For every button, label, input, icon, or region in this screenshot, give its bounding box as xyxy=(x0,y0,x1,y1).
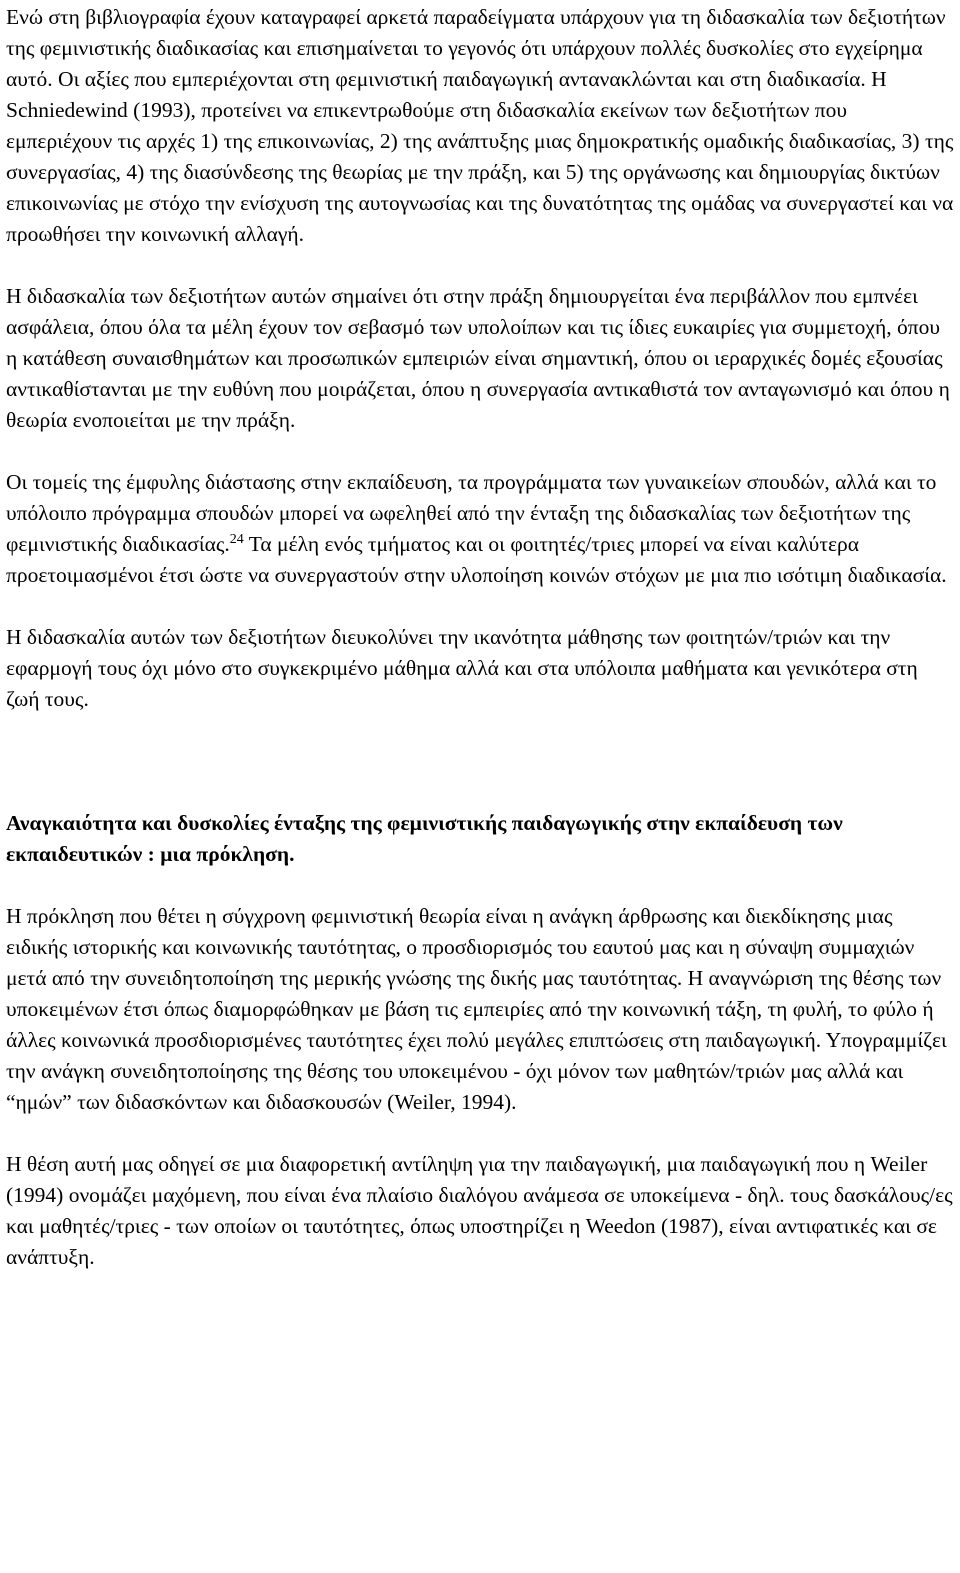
paragraph-3-text-after: Τα μέλη ενός τμήματος και οι φοιτητές/τριες μπορεί να είναι καλύτερα προετοιμασμένοι έτσι ώστε να συνεργαστούν στην υλοποίηση κοινών στόχων με μια πιο ισότιμη διαδικασία. xyxy=(6,532,947,587)
paragraph-4: Η διδασκαλία αυτών των δεξιοτήτων διευκολύνει την ικανότητα μάθησης των φοιτητών/τριών και την εφαρμογή τους όχι μόνο στο συγκεκριμένο μάθημα αλλά και στα υπόλοιπα μαθήματα και γενικότερα στη ζωή τους. xyxy=(6,625,918,711)
section-spacer xyxy=(6,746,956,808)
paragraph-3-text-before: Οι τομείς της έμφυλης διάστασης στην εκπαίδευση, τα προγράμματα των γυναικείων σπουδών, αλλά και το υπόλοιπο πρόγραμμα σπουδών μπορεί να ωφεληθεί από την ένταξη της διδασκαλίας των δεξιοτήτων της φεμινιστικής διαδικασίας. xyxy=(6,470,937,556)
paragraph-2: Η διδασκαλία των δεξιοτήτων αυτών σημαίνει ότι στην πράξη δημιουργείται ένα περιβάλλον που εμπνέει ασφάλεια, όπου όλα τα μέλη έχουν τον σεβασμό των υπολοίπων και τις ίδιες ευκαιρίες για συμμετοχή, όπου η κατάθεση συναισθημάτων και προσωπικών εμπειριών είναι σημαντική, όπου οι ιεραρχικές δομές εξουσίας αντικαθίστανται με την ευθύνη που μοιράζεται, όπου η συνεργασία αντικαθιστά τον ανταγωνισμό και όπου η θεωρία ενοποιείται με την πράξη. xyxy=(6,284,950,432)
paragraph-5: Η πρόκληση που θέτει η σύγχρονη φεμινιστική θεωρία είναι η ανάγκη άρθρωσης και διεκδίκησης μιας ειδικής ιστορικής και κοινωνικής ταυτότητας, ο προσδιορισμός του εαυτού μας και η σύναψη συμμαχιών μετά από την συνειδητοποίηση της μερικής γνώσης της δικής μας ταυτότητας. Η αναγνώριση της θέσης των υποκειμένων έτσι όπως διαμορφώθηκαν με βάση τις εμπειρίες από την κοινωνική τάξη, τη φυλή, το φύλο ή άλλες κοινωνικά προσδιορισμένες ταυτότητες έχει πολύ μεγάλες επιπτώσεις στη παιδαγωγική. Υπογραμμίζει την ανάγκη συνειδητοποίησης της θέσης του υποκειμένου - όχι μόνον των μαθητών/τριών μας αλλά και “ημών” των διδασκόντων και διδασκουσών (Weiler, 1994). xyxy=(6,904,947,1114)
footnote-reference: 24 xyxy=(229,531,244,547)
section-heading: Αναγκαιότητα και δυσκολίες ένταξης της φεμινιστικής παιδαγωγικής στην εκπαίδευση των εκπαιδευτικών : μια πρόκληση. xyxy=(6,811,843,866)
paragraph-6: Η θέση αυτή μας οδηγεί σε μια διαφορετική αντίληψη για την παιδαγωγική, μια παιδαγωγική που η Weiler (1994) ονομάζει μαχόμενη, που είναι ένα πλαίσιο διαλόγου ανάμεσα σε υποκείμενα - δηλ. τους δασκάλους/ες και μαθητές/τριες - των οποίων οι ταυτότητες, όπως υποστηρίζει η Weedon (1987), είναι αντιφατικές και σε ανάπτυξη. xyxy=(6,1152,953,1269)
paragraph-1: Ενώ στη βιβλιογραφία έχουν καταγραφεί αρκετά παραδείγματα υπάρχουν για τη διδασκαλία των δεξιοτήτων της φεμινιστικής διαδικασίας και επισημαίνεται το γεγονός ότι υπάρχουν πολλές δυσκολίες στο εγχείρημα αυτό. Οι αξίες που εμπεριέχονται στη φεμινιστική παιδαγωγική αντανακλώνται και στη διαδικασία. Η Schniedewind (1993), προτείνει να επικεντρωθούμε στη διδασκαλία εκείνων των δεξιοτήτων που εμπεριέχουν τις αρχές 1) της επικοινωνίας, 2) της ανάπτυξης μιας δημοκρατικής ομαδικής διαδικασίας, 3) της συνεργασίας, 4) της διασύνδεσης της θεωρίας με την πράξη, και 5) της οργάνωσης και δημιουργίας δικτύων επικοινωνίας με στόχο την ενίσχυση της αυτογνωσίας και της δυνατότητας της ομάδας να συνεργαστεί και να προωθήσει την κοινωνική αλλαγή. xyxy=(6,5,954,246)
document-page xyxy=(6,2,956,1304)
paragraph-3 xyxy=(6,467,956,591)
